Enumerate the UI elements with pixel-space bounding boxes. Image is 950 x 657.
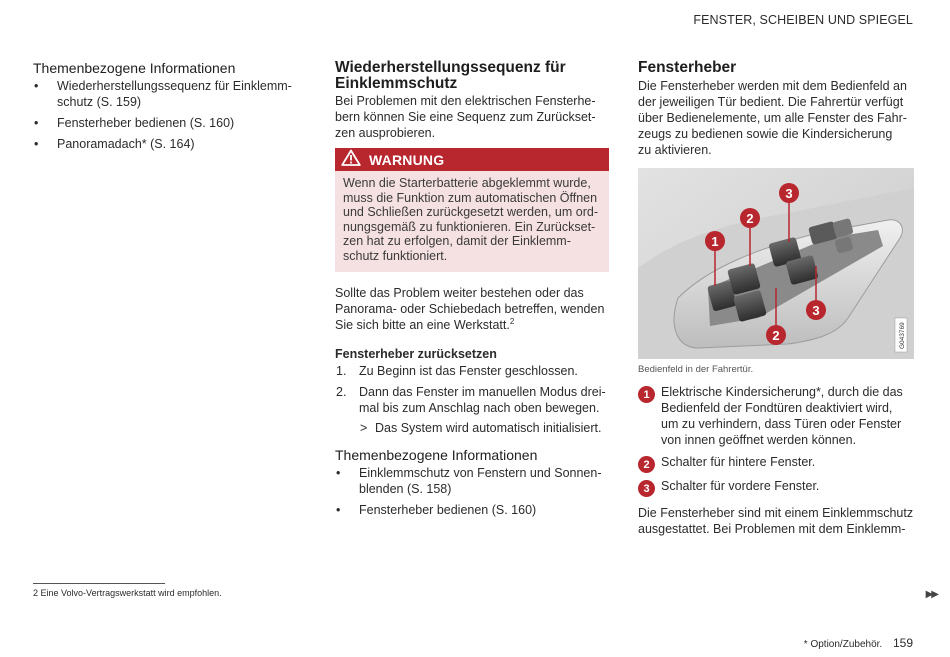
callout-list [638,384,914,494]
section-heading-line: Wiederherstellungssequenz für [335,59,566,76]
text-line: Sollte das Problem weiter bestehen oder das [335,286,584,300]
text-line: zen hat zu erfolgen, damit der Einklemm- [343,234,571,248]
text-line: nungsgemäß zu funktionieren. Ein Zurückset- [343,219,596,234]
text-line: schutz funktioniert. [343,248,448,263]
workshop-paragraph [335,285,609,333]
section-heading: Fensterheber [638,59,737,76]
section-heading [335,60,609,92]
step-text: mal bis zum Anschlag nach oben bewegen. [359,401,600,415]
step-item [335,363,609,379]
list-item[interactable] [33,78,295,110]
text-line: zen ausprobieren. [335,126,436,140]
callout-text: Schalter für hintere Fenster. [661,455,816,469]
option-note: * Option/Zubehör. [803,639,883,650]
footnote-marker: 2 [33,588,39,598]
door-panel-illustration [638,168,914,359]
step-text: Zu Beginn ist das Fenster geschlossen. [359,364,578,378]
door-panel-figure [638,168,914,359]
callout-label: 1 [711,234,719,249]
figure-caption: Bedienfeld in der Fahrertür. [638,364,754,375]
intro-paragraph [638,78,914,158]
related-info-column [33,60,295,157]
warning-header [335,148,609,171]
closing-paragraph [638,505,914,537]
related-info-list [335,465,609,518]
text-line: muss die Funktion zum automatischen Öffnen [343,190,598,205]
callout-badge: 3 [638,480,655,497]
step-number: 1. [336,364,347,378]
footnote-text: Eine Volvo-Vertragswerkstatt wird empfohlen. [40,588,222,598]
callout-text: Schalter für vordere Fenster. [661,479,820,493]
continue-arrow-icon[interactable]: ▶▶ [925,589,937,600]
text-line: über Bedienelemente, um alle Fenster des Fahr- [638,111,907,125]
steps-list [335,363,609,416]
list-item-text: Wiederherstellungssequenz für Einklemm- [57,79,292,93]
warning-text [335,171,609,272]
footnote-ref[interactable]: 2 [509,316,515,326]
callout-item [638,454,914,470]
callout-label: 3 [812,303,820,318]
warning-label: WARNUNG [369,151,445,168]
footnote [33,588,222,598]
page-header-title: FENSTER, SCHEIBEN UND SPIEGEL [693,13,913,27]
text-line: Die Fensterheber werden mit dem Bedienfeld an [638,79,907,93]
warning-triangle-icon [341,149,361,171]
list-item-text: blenden (S. 158) [359,482,452,496]
list-item-text: Einklemmschutz von Fenstern und Sonnen- [359,466,602,480]
callout-text: Elektrische Kindersicherung*, durch die das [661,385,903,399]
related-info-heading: Themenbezogene Informationen [335,447,538,463]
intro-paragraph [335,93,609,141]
callout-item [638,384,914,448]
callout-text: Bedienfeld der Fondtüren deaktiviert wird, [661,401,893,415]
warning-box [335,148,609,272]
text-line: zu aktivieren. [638,143,712,157]
subheading: Fensterheber zurücksetzen [335,347,497,361]
callout-text: von innen geöffnet werden können. [661,433,857,447]
related-info-list [33,78,295,152]
list-item-text: Panoramadach* (S. 164) [57,137,195,151]
callout-text: um zu verhindern, dass Türen oder Fenster [661,417,902,431]
figure-code: G043769 [899,322,906,349]
text-line: ausgestattet. Bei Problemen mit dem Einklemm- [638,522,906,536]
list-item-text: Fensterheber bedienen (S. 160) [359,503,537,517]
related-info-heading: Themenbezogene Informationen [33,60,236,76]
text-line: Sie sich bitte an eine Werkstatt. [335,318,510,332]
bullet-icon: • [336,466,341,480]
text-line: Die Fensterheber sind mit einem Einklemmschutz [638,506,914,520]
step-number: 2. [336,385,347,399]
list-item[interactable] [335,502,609,518]
list-item[interactable] [33,136,295,152]
section-heading-line: Einklemmschutz [335,75,458,92]
text-line: der jeweiligen Tür bedient. Die Fahrertür verfügt [638,95,904,109]
page-number: 159 [892,636,913,650]
text-line: zeugs zu bedienen sowie die Kindersicherung [638,127,893,141]
text-line: Bei Problemen mit den elektrischen Fensterhe- [335,94,596,108]
step-item [335,384,609,416]
text-line: und Schließen zurückgesetzt werden, um ord- [343,205,598,219]
bullet-icon: • [34,116,39,130]
bullet-icon: • [34,137,39,151]
step-result [335,420,609,436]
callout-label: 3 [785,186,793,201]
callout-label: 2 [746,211,754,226]
callout-badge: 1 [638,386,655,403]
bullet-icon: • [34,79,39,93]
reset-sequence-column [335,60,609,523]
callout-badge: 2 [638,456,655,473]
callout-item [638,478,914,494]
result-marker: > [360,421,368,435]
callout-label: 2 [772,328,780,343]
list-item[interactable] [335,465,609,497]
result-text: Das System wird automatisch initialisiert. [375,421,602,435]
text-line: Panorama- oder Schiebedach betreffen, wenden [335,302,605,316]
bullet-icon: • [336,503,341,517]
page-footer [804,636,913,650]
list-item-text: schutz (S. 159) [57,95,142,109]
list-item-text: Fensterheber bedienen (S. 160) [57,116,235,130]
text-line: Wenn die Starterbatterie abgeklemmt wurde, [343,176,591,190]
text-line: bern können Sie eine Sequenz zum Zurückset- [335,110,596,124]
list-item[interactable] [33,115,295,131]
footnote-divider [33,583,165,584]
step-text: Dann das Fenster im manuellen Modus drei- [359,385,606,399]
window-lifts-column [638,60,914,537]
